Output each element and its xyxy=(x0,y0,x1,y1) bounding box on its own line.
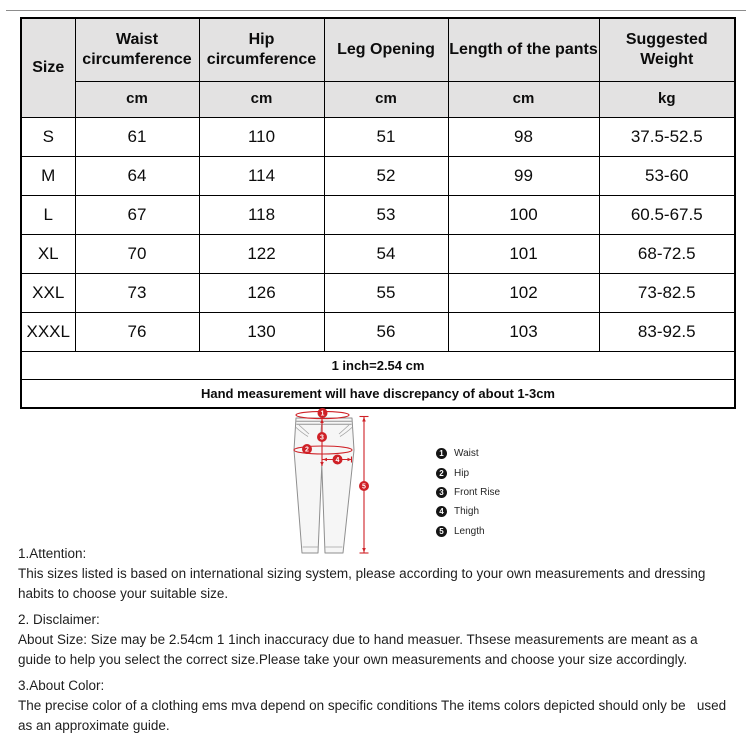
note-heading: 2. Disclaimer: xyxy=(18,612,100,627)
legend-item xyxy=(436,463,500,482)
value-cell: 68-72.5 xyxy=(599,235,735,274)
value-cell: 51 xyxy=(324,118,448,157)
pants-diagram-svg xyxy=(285,405,380,560)
value-cell: 61 xyxy=(75,118,199,157)
unit-cell: cm xyxy=(448,82,599,118)
value-cell: 52 xyxy=(324,157,448,196)
value-cell: 53 xyxy=(324,196,448,235)
value-cell: 53-60 xyxy=(599,157,735,196)
footnote-row xyxy=(21,380,735,409)
footnote-inch-conversion: 1 inch=2.54 cm xyxy=(21,352,735,380)
value-cell: 83-92.5 xyxy=(599,313,735,352)
measurement-legend xyxy=(436,444,500,541)
size-table-body xyxy=(21,118,735,352)
table-row xyxy=(21,274,735,313)
size-cell: S xyxy=(21,118,75,157)
footnote-row xyxy=(21,352,735,380)
table-unit-row xyxy=(21,82,735,118)
value-cell: 64 xyxy=(75,157,199,196)
value-cell: 122 xyxy=(199,235,324,274)
unit-cell: cm xyxy=(75,82,199,118)
note-line: as an approximate guide. xyxy=(18,718,170,733)
svg-text:2: 2 xyxy=(305,446,309,454)
note-about-color xyxy=(18,676,740,736)
value-cell: 70 xyxy=(75,235,199,274)
legend-number-bullet: 2 xyxy=(436,468,447,479)
unit-cell: cm xyxy=(324,82,448,118)
legend-item xyxy=(436,444,500,463)
value-cell: 118 xyxy=(199,196,324,235)
svg-text:3: 3 xyxy=(320,434,324,442)
pants-measurement-diagram xyxy=(285,405,380,560)
value-cell: 54 xyxy=(324,235,448,274)
svg-text:1: 1 xyxy=(320,410,325,418)
legend-item xyxy=(436,522,500,541)
table-row xyxy=(21,313,735,352)
value-cell: 73 xyxy=(75,274,199,313)
column-header-leg-opening: Leg Opening xyxy=(324,18,448,82)
notes-section xyxy=(18,544,740,736)
value-cell: 103 xyxy=(448,313,599,352)
legend-number-bullet: 3 xyxy=(436,487,447,498)
note-body xyxy=(18,630,740,670)
legend-label: Waist xyxy=(454,448,479,460)
value-cell: 101 xyxy=(448,235,599,274)
note-body xyxy=(18,564,740,604)
value-cell: 56 xyxy=(324,313,448,352)
column-header-length: Length of the pants xyxy=(448,18,599,82)
value-cell: 126 xyxy=(199,274,324,313)
column-header-weight: Suggested Weight xyxy=(599,18,735,82)
size-chart-table xyxy=(20,17,736,409)
value-cell: 37.5-52.5 xyxy=(599,118,735,157)
note-line: The precise color of a clothing ems mva depend on specific conditions The items colors depicted should only be used xyxy=(18,698,727,713)
value-cell: 55 xyxy=(324,274,448,313)
table-row xyxy=(21,118,735,157)
table-header-row xyxy=(21,18,735,82)
table-row xyxy=(21,196,735,235)
value-cell: 102 xyxy=(448,274,599,313)
table-row xyxy=(21,235,735,274)
note-heading: 1.Attention: xyxy=(18,546,87,561)
value-cell: 98 xyxy=(448,118,599,157)
legend-item xyxy=(436,502,500,521)
column-header-size: Size xyxy=(21,18,75,118)
size-cell: XXL xyxy=(21,274,75,313)
column-header-hip: Hip circumference xyxy=(199,18,324,82)
note-line: habits to choose your suitable size. xyxy=(18,586,229,601)
note-line: About Size: Size may be 2.54cm 1 1inch inaccuracy due to hand measuer. Thsese measurements are meant as a xyxy=(18,632,698,647)
svg-text:5: 5 xyxy=(362,483,366,491)
value-cell: 110 xyxy=(199,118,324,157)
note-disclaimer xyxy=(18,610,740,670)
note-heading: 3.About Color: xyxy=(18,678,105,693)
legend-number-bullet: 5 xyxy=(436,526,447,537)
legend-label: Front Rise xyxy=(454,486,501,498)
top-divider-line xyxy=(6,10,746,11)
size-cell: XXXL xyxy=(21,313,75,352)
value-cell: 67 xyxy=(75,196,199,235)
value-cell: 99 xyxy=(448,157,599,196)
footnote-hand-measurement: Hand measurement will have discrepancy of about 1-3cm xyxy=(21,380,735,409)
value-cell: 60.5-67.5 xyxy=(599,196,735,235)
unit-cell: cm xyxy=(199,82,324,118)
value-cell: 76 xyxy=(75,313,199,352)
legend-item xyxy=(436,483,500,502)
column-header-waist: Waist circumference xyxy=(75,18,199,82)
value-cell: 130 xyxy=(199,313,324,352)
note-line: This sizes listed is based on international sizing system, please according to your own measurements and dressing xyxy=(18,566,706,581)
note-attention xyxy=(18,544,740,604)
legend-number-bullet: 1 xyxy=(436,448,447,459)
legend-label: Hip xyxy=(454,467,470,479)
table-row xyxy=(21,157,735,196)
waist-marker xyxy=(296,408,349,419)
size-cell: L xyxy=(21,196,75,235)
note-line: guide to help you select the correct size.Please take your own measurements and choose your size accordingly. xyxy=(18,652,688,667)
size-cell: M xyxy=(21,157,75,196)
value-cell: 114 xyxy=(199,157,324,196)
svg-text:4: 4 xyxy=(335,457,340,465)
legend-label: Length xyxy=(454,525,485,537)
unit-cell: kg xyxy=(599,82,735,118)
legend-number-bullet: 4 xyxy=(436,506,447,517)
length-marker xyxy=(359,417,369,554)
value-cell: 73-82.5 xyxy=(599,274,735,313)
size-cell: XL xyxy=(21,235,75,274)
value-cell: 100 xyxy=(448,196,599,235)
legend-label: Thigh xyxy=(454,506,480,518)
note-body xyxy=(18,696,740,736)
